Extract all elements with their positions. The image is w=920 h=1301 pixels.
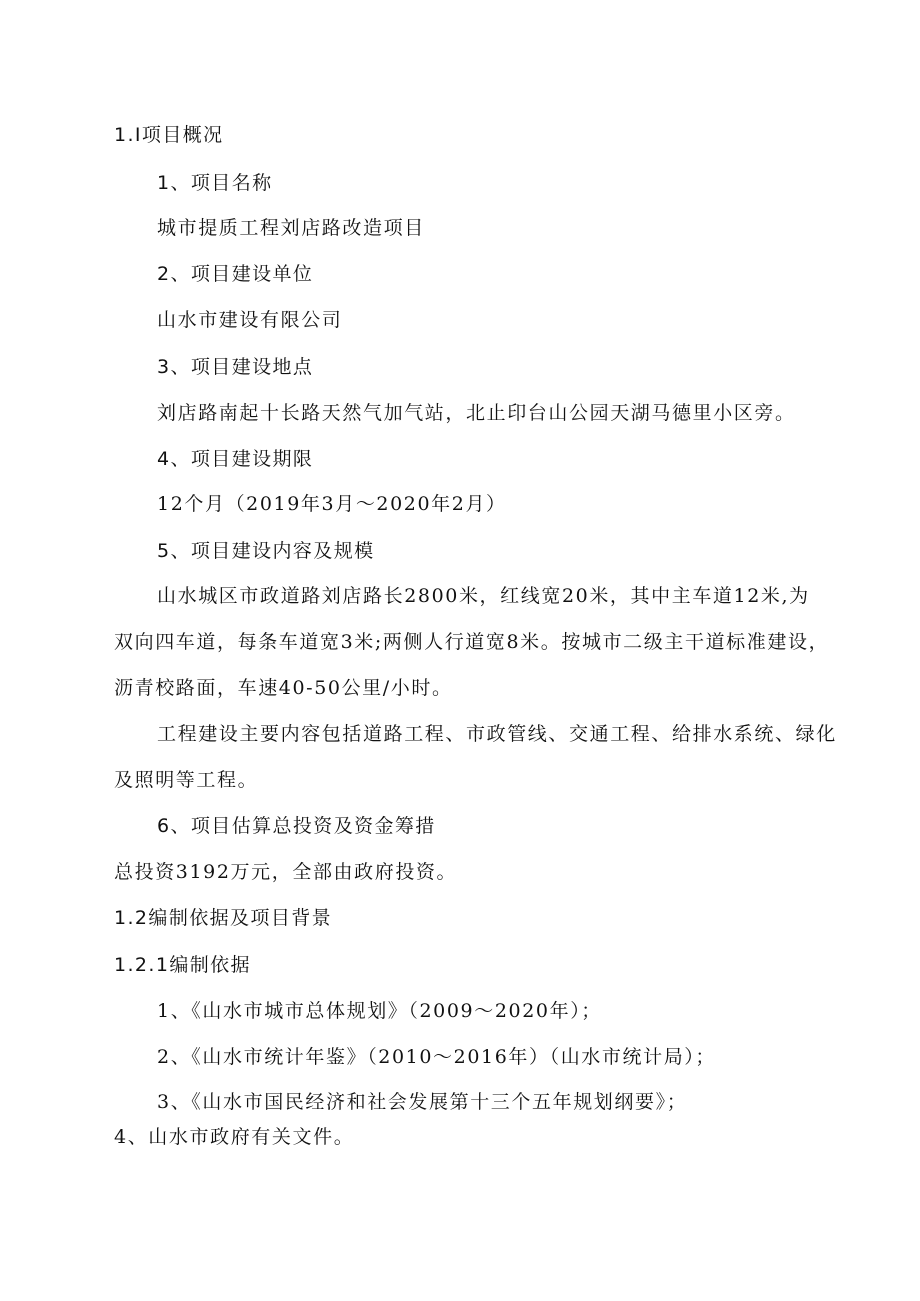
section-heading-1-2-1: 1.2.1编制依据 (114, 954, 251, 976)
item-3-value: 刘店路南起十长路天然气加气站，北止印台山公园天湖马德里小区旁。 (157, 402, 796, 424)
item-5-paragraph-1-line-2: 双向四车道，每条车道宽3米;两侧人行道宽8米。按城市二级主干道标准建设， (114, 631, 830, 653)
section-heading-1-1: 1.I项目概况 (114, 124, 224, 146)
basis-item-1: 1、《山水市城市总体规划》（2009～2020年）； (157, 1000, 602, 1022)
item-5-paragraph-2-line-1: 工程建设主要内容包括道路工程、市政管线、交通工程、给排水系统、绿化 (157, 723, 837, 745)
item-2-title: 2、项目建设单位 (157, 263, 314, 285)
item-5-paragraph-1-line-1: 山水城区市政道路刘店路长2800米，红线宽20米，其中主车道12米,为 (157, 585, 810, 607)
item-5-title: 5、项目建设内容及规模 (157, 540, 375, 562)
basis-item-3: 3、《山水市国民经济和社会发展第十三个五年规划纲要》； (157, 1091, 688, 1113)
item-1-title: 1、项目名称 (157, 172, 273, 194)
item-1-value: 城市提质工程刘店路改造项目 (157, 217, 425, 239)
item-5-paragraph-2-line-2: 及照明等工程。 (114, 769, 259, 791)
item-4-title: 4、项目建设期限 (157, 448, 314, 470)
item-6-title: 6、项目估算总投资及资金筹措 (157, 815, 436, 837)
basis-item-2: 2、《山水市统计年鉴》（2010～2016年）（山水市统计局）； (157, 1046, 716, 1068)
item-6-value: 总投资3192万元，全部由政府投资。 (114, 861, 458, 883)
item-2-value: 山水市建设有限公司 (157, 309, 343, 331)
basis-item-4: 4、山水市政府有关文件。 (114, 1126, 355, 1148)
item-5-paragraph-1-line-3: 沥青校路面，车速40-50公里/小时。 (114, 677, 453, 699)
item-4-value: 12个月（2019年3月～2020年2月） (157, 493, 507, 515)
item-3-title: 3、项目建设地点 (157, 356, 314, 378)
section-heading-1-2: 1.2编制依据及项目背景 (114, 907, 333, 929)
